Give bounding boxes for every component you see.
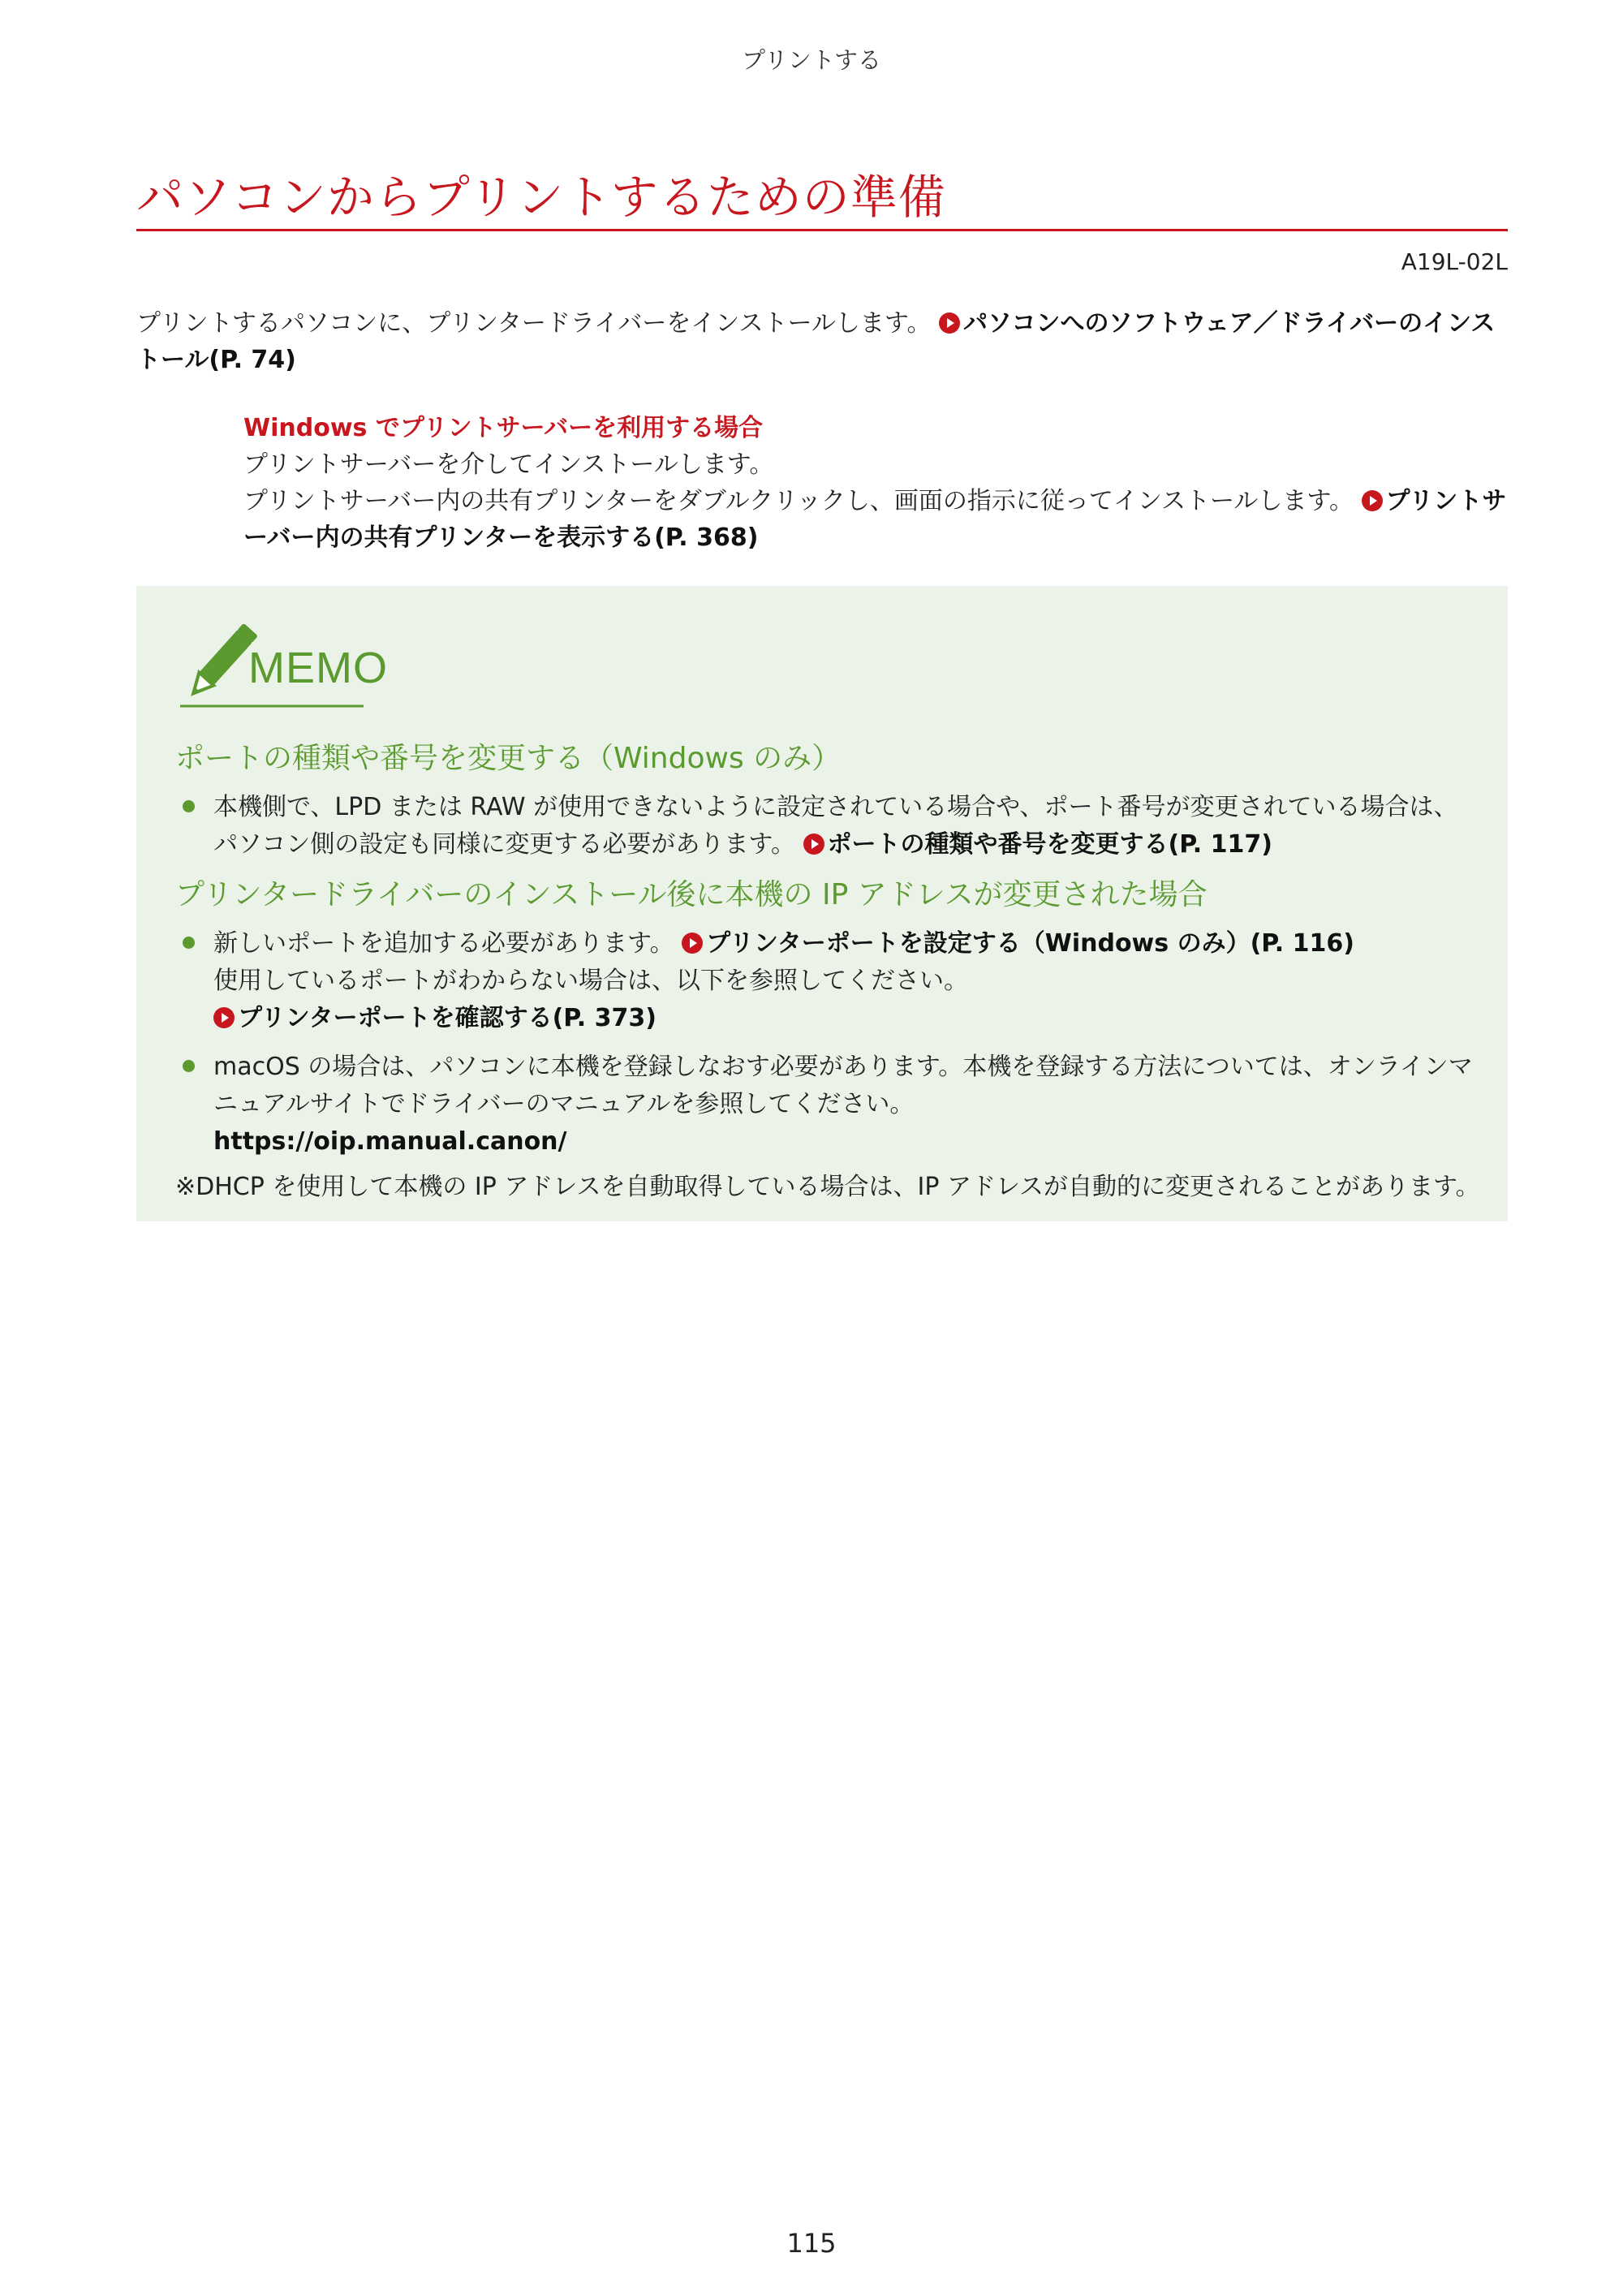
bullet-icon <box>183 1060 195 1072</box>
memo-box <box>136 586 1508 1221</box>
page-header-section: プリントする <box>742 46 881 74</box>
memo-label-block <box>175 607 388 716</box>
page-title: パソコンからプリントするための準備 <box>136 170 946 225</box>
circle-arrow-icon <box>213 1007 235 1028</box>
unknown-port-text: 使用しているポートがわからない場合は、以下を参照してください。 <box>213 967 968 995</box>
port-change-heading: ポートの種類や番号を変更する（Windows のみ） <box>175 742 842 775</box>
title-underline <box>136 229 1508 231</box>
macos-text: macOS の場合は、パソコンに本機を登録しなおす必要があります。本機を登録する方法については、オンラインマニュアルサイトでドライバーのマニュアルを参照してください。 <box>213 1053 1473 1118</box>
add-port-line <box>213 925 1479 963</box>
page-number: 115 <box>786 2228 837 2259</box>
printer-port-check-link-label: プリンターポートを確認する(P. 373) <box>238 1004 657 1032</box>
printer-port-setting-link[interactable] <box>682 929 1354 958</box>
document-code: A19L-02L <box>1401 248 1508 275</box>
circle-arrow-icon <box>1362 490 1383 511</box>
list-item <box>213 1049 1479 1161</box>
manual-site-link[interactable]: https://oip.manual.canon/ <box>213 1127 567 1156</box>
add-port-text: 新しいポートを追加する必要があります。 <box>213 929 682 958</box>
ip-change-heading: プリンタードライバーのインストール後に本機の IP アドレスが変更された場合 <box>175 878 1208 911</box>
port-type-link[interactable] <box>803 830 1272 859</box>
printer-port-setting-link-label: プリンターポートを設定する（Windows のみ）(P. 116) <box>706 929 1354 958</box>
intro-paragraph <box>136 305 1508 378</box>
print-server-line1: プリントサーバーを介してインストールします。 <box>243 450 774 479</box>
port-change-text: 本機側で、LPD または RAW が使用できないように設定されている場合や、ポート番号が変更されている場合は、パソコン側の設定も同様に変更する必要があります。 <box>213 793 1458 859</box>
dhcp-note: ※DHCP を使用して本機の IP アドレスを自動取得している場合は、IP アドレスが自動的に変更されることがあります。 <box>175 1173 1480 1201</box>
print-server-line2 <box>243 483 1508 556</box>
print-server-heading: Windows でプリントサーバーを利用する場合 <box>243 414 764 442</box>
bullet-icon <box>183 800 195 812</box>
print-server-line2-text: プリントサーバー内の共有プリンターをダブルクリックし、画面の指示に従ってインストールします。 <box>243 487 1362 515</box>
memo-label: MEMO <box>248 644 388 692</box>
print-server-section <box>243 410 1508 556</box>
circle-arrow-icon <box>682 933 703 954</box>
intro-text: プリントするパソコンに、プリンタードライバーをインストールします。 <box>136 309 940 338</box>
circle-arrow-icon <box>939 312 960 334</box>
check-port-line <box>213 1000 1479 1037</box>
list-item <box>213 925 1479 1037</box>
port-type-link-label: ポートの種類や番号を変更する(P. 117) <box>827 830 1272 859</box>
list-item <box>213 789 1479 864</box>
printer-port-check-link[interactable] <box>213 1004 657 1032</box>
software-install-link-label: パソコンへのソフトウェア／ドライバーのインストール(P. 74) <box>136 309 1496 374</box>
circle-arrow-icon <box>803 834 824 855</box>
bullet-icon <box>183 937 195 949</box>
shared-printer-link-label: プリントサーバー内の共有プリンターを表示する(P. 368) <box>243 487 1507 552</box>
